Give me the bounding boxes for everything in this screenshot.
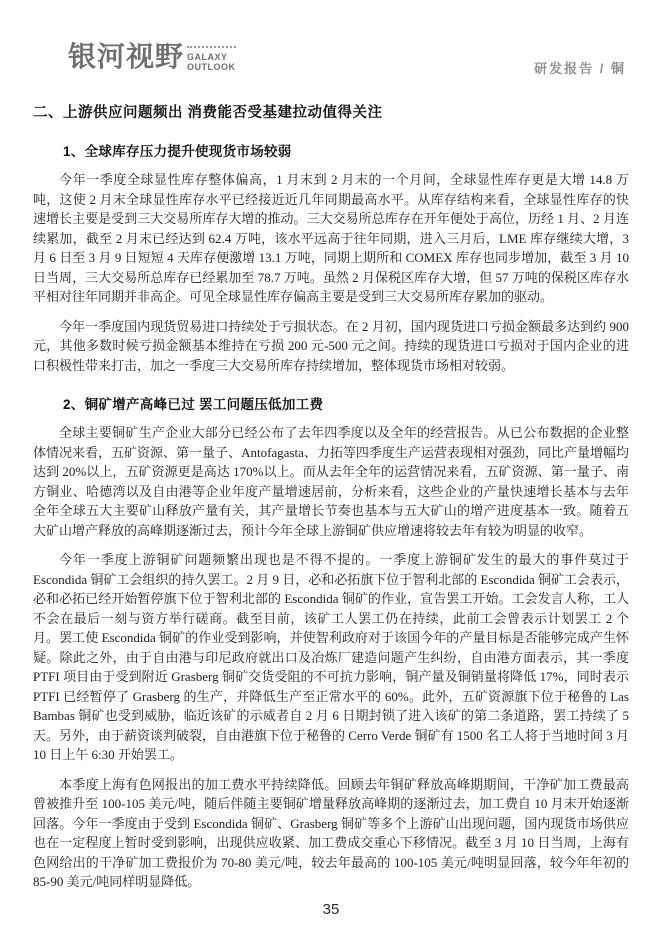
report-type-label: 研发报告 / 铜 bbox=[534, 61, 626, 76]
page-header bbox=[0, 0, 662, 77]
logo-english-text bbox=[187, 46, 236, 72]
paragraph: 今年一季度全球显性库存整体偏高，1 月末到 2 月末的一个月间，全球显性库存更是大增 14.8 万吨，这使 2 月末全球显性库存水平已经接近近几年同期最高水平。从库存结构来看，全球显性库存的快速增长主要是受到三大交易所库存大增的推动。三大交易所总库存在开年便处于高位，历经 1 月、2 月连续累加，截至 2 月末已经达到 62.4 万吨，该水平远高于往年同期，进入三月后，LME 库存继续大增，3 月 6 日至 3 月 9 日短短 4 天库存便激增 13.1 万吨，同期上期所和 COMEX 库存也同步增加，截至 3 月 10 日当周，三大交易所总库存已经累加至 78.7 万吨。虽然 2 月保税区库存大增，但 57 万吨的保税区库存水平相对往年同期并非高企。可见全球显性库存偏高主要是受到三大交易所库存累加的驱动。 bbox=[33, 172, 629, 304]
paragraph: 全球主要铜矿生产企业大部分已经公布了去年四季度以及全年的经营报告。从已公布数据的企业整体情况来看，五矿资源、第一量子、Antofagasta、力拓等四季度生产运营表现相对强劲，同比产量增幅均达到 20%以上，五矿资源更是高达 170%以上。而从去年全年的运营情况来看，五矿资源、第一量子、南方铜业、哈德湾以及自由港等企业年度产量增速居前，分析来看，这些企业的产量快速增长基本与去年全年全球五大主要矿山释放产量有关，其产量增长节奏也基本与五大矿山的增产进度基本一致。随着五大矿山增产释放的高峰期逐渐过去，预计今年全球上游铜矿供应增速将较去年有较为明显的收窄。 bbox=[33, 425, 629, 538]
paragraph: 本季度上海有色网报出的加工费水平持续降低。回顾去年铜矿释放高峰期期间，干净矿加工费最高曾被推升至 100-105 美元/吨，随后伴随主要铜矿增量释放高峰期的逐渐过去，加工费自 10 月末开始逐渐回落。今年一季度由于受到 Escondida 铜矿、Grasberg 铜矿等多个上游矿山出现问题，国内现货市场供应也在一定程度上暂时受到影响，出现供应收紧、加工费成交重心下移情况。截至 3 月 10 日当周，上海有色网给出的干净矿加工费报价为 70-80 美元/吨，较去年最高的 100-105 美元/吨明显回落，较今年年初的 85-90 美元/吨同样明显降低。 bbox=[33, 776, 629, 889]
galaxy-outlook-logo bbox=[68, 42, 236, 72]
logo-chinese-text: 银河视野 bbox=[68, 41, 185, 72]
logo-english-line2: OUTLOOK bbox=[187, 62, 236, 72]
section-title: 二、上游供应问题频出 消费能否受基建拉动值得关注 bbox=[33, 105, 383, 121]
paragraph: 今年一季度国内现货贸易进口持续处于亏损状态。在 2 月初，国内现货进口亏损金额最多达到约 900 元，其他多数时候亏损金额基本维持在亏损 200 元-500 元之间。持续的现货进口亏损对于国内企业的进口积极性带来打击，加之一季度三大交易所库存持续增加，整体现货市场相对较弱。 bbox=[33, 318, 629, 373]
report-body bbox=[0, 101, 662, 892]
logo-english-line1: GALAXY bbox=[187, 52, 228, 62]
page-number: 35 bbox=[322, 901, 340, 918]
subsection-1-heading: 1、全球库存压力提升使现货市场较弱 bbox=[63, 144, 292, 159]
paragraph: 今年一季度上游铜矿问题频繁出现也是不得不提的。一季度上游铜矿发生的最大的事件莫过于 Escondida 铜矿工会组织的持久罢工。2 月 9 日，必和必拓旗下位于智利北部的 Escondida 铜矿工会表示，必和必拓已经开始暂停旗下位于智利北部的 Escondida 铜矿的作业，宣告罢工开始。工会发言人称，工人不会在最后一刻与资方举行磋商。截至目前，该矿工人罢工仍在持续，此前工会曾表示计划罢工 2 个月。罢工使 Escondida 铜矿的作业受到影响，并使智利政府对于该国今年的产量目标是否能够完成产生怀疑。除此之外，由于自由港与印尼政府就出口及冶炼厂建造问题产生纠纷，自由港方面表示，其一季度 PTFI 项目由于受到附近 Grasberg 铜矿交货受阻的不可抗力影响，铜产量及铜销量将降低 17%，同时表示 PTFI 已经暂停了 Grasberg 的生产，并降低生产至正常水平的 60%。此外，五矿资源旗下位于秘鲁的 Las Bambas 铜矿也受到威胁，临近该矿的示威者自 2 月 6 日期封锁了进入该矿的第二条道路，罢工持续了 5 天。另外，由于薪资谈判破裂，自由港旗下位于秘鲁的 Cerro Verde 铜矿有 1500 名工人将于当地时间 3 月 10 日上午 6:30 开始罢工。 bbox=[33, 552, 629, 762]
subsection-2-heading: 2、铜矿增产高峰已过 罢工问题压低加工费 bbox=[63, 397, 324, 412]
